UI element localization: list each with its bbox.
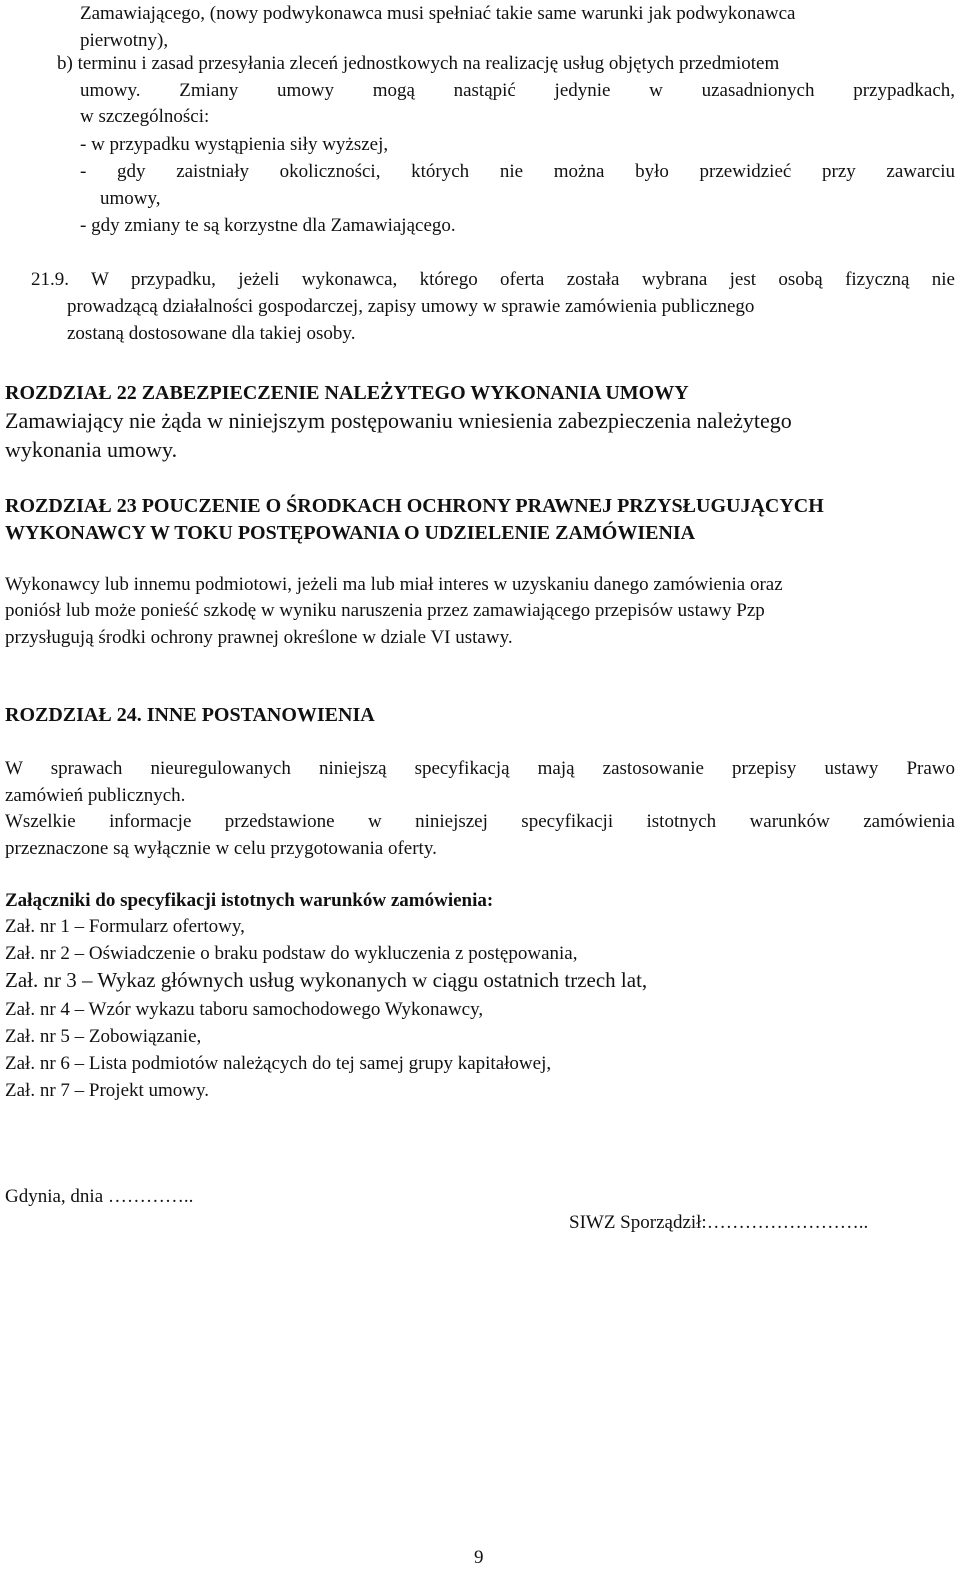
chapter-23-text: przysługują środki ochrony prawnej określone w dziale VI ustawy. <box>5 627 513 648</box>
chapter-22-text: Zamawiający nie żąda w niniejszym postępowaniu wniesienia zabezpieczenia należytego <box>5 408 792 433</box>
attachment-item: Zał. nr 6 – Lista podmiotów należących do tej samej grupy kapitałowej, <box>5 1053 552 1074</box>
text-line: umowy. Zmiany umowy mogą nastąpić jedynie w uzasadnionych przypadkach, <box>80 80 955 101</box>
attachments-heading: Załączniki do specyfikacji istotnych warunków zamówienia: <box>5 890 494 911</box>
text-line: pierwotny), <box>80 30 169 51</box>
chapter-23-heading: WYKONAWCY W TOKU POSTĘPOWANIA O UDZIELENIE ZAMÓWIENIA <box>5 522 696 544</box>
bullet-continuation: umowy, <box>100 188 161 209</box>
attachment-item: Zał. nr 4 – Wzór wykazu taboru samochodowego Wykonawcy, <box>5 999 484 1020</box>
text-line: b) terminu i zasad przesyłania zleceń jednostkowych na realizację usług objętych przedmiotem <box>57 53 780 74</box>
chapter-24-text: Wszelkie informacje przedstawione w niniejszej specyfikacji istotnych warunków zamówienia <box>5 811 955 832</box>
attachment-item: Zał. nr 7 – Projekt umowy. <box>5 1080 210 1101</box>
bullet-item: - w przypadku wystąpienia siły wyższej, <box>80 134 389 155</box>
attachment-item: Zał. nr 2 – Oświadczenie o braku podstaw do wykluczenia z postępowania, <box>5 943 578 964</box>
chapter-24-text: zamówień publicznych. <box>5 785 186 806</box>
paragraph-21-9-line: zostaną dostosowane dla takiej osoby. <box>67 323 356 344</box>
text-line: Zamawiającego, (nowy podwykonawca musi spełniać takie same warunki jak podwykonawca <box>80 3 796 24</box>
chapter-22-heading: ROZDZIAŁ 22 ZABEZPIECZENIE NALEŻYTEGO WYKONANIA UMOWY <box>5 382 689 404</box>
paragraph-21-9-line: 21.9. W przypadku, jeżeli wykonawca, którego oferta została wybrana jest osobą fizyczną nie <box>31 269 955 290</box>
chapter-23-text: Wykonawcy lub innemu podmiotowi, jeżeli ma lub miał interes w uzyskaniu danego zamówienia oraz <box>5 574 783 595</box>
chapter-24-heading: ROZDZIAŁ 24. INNE POSTANOWIENIA <box>5 704 375 726</box>
chapter-23-heading: ROZDZIAŁ 23 POUCZENIE O ŚRODKACH OCHRONY PRAWNEJ PRZYSŁUGUJĄCYCH <box>5 495 824 517</box>
bullet-item: - gdy zaistniały okoliczności, których nie można było przewidzieć przy zawarciu <box>80 161 955 182</box>
place-date: Gdynia, dnia ………….. <box>5 1186 194 1207</box>
chapter-24-text: W sprawach nieuregulowanych niniejszą specyfikacją mają zastosowanie przepisy ustawy Prawo <box>5 758 955 779</box>
chapter-24-text: przeznaczone są wyłącznie w celu przygotowania oferty. <box>5 838 437 859</box>
bullet-item: - gdy zmiany te są korzystne dla Zamawiającego. <box>80 215 456 236</box>
attachment-item: Zał. nr 5 – Zobowiązanie, <box>5 1026 202 1047</box>
chapter-23-text: poniósł lub może ponieść szkodę w wyniku naruszenia przez zamawiającego przepisów ustawy Pzp <box>5 600 765 621</box>
attachment-item: Zał. nr 1 – Formularz ofertowy, <box>5 916 245 937</box>
page-number: 9 <box>474 1547 484 1568</box>
text-line: w szczególności: <box>80 106 210 127</box>
attachment-item: Zał. nr 3 – Wykaz głównych usług wykonanych w ciągu ostatnich trzech lat, <box>5 968 648 992</box>
signature-line: SIWZ Sporządził:…………………….. <box>569 1212 869 1233</box>
paragraph-21-9-line: prowadzącą działalności gospodarczej, zapisy umowy w sprawie zamówienia publicznego <box>67 296 755 317</box>
chapter-22-text: wykonania umowy. <box>5 437 178 462</box>
